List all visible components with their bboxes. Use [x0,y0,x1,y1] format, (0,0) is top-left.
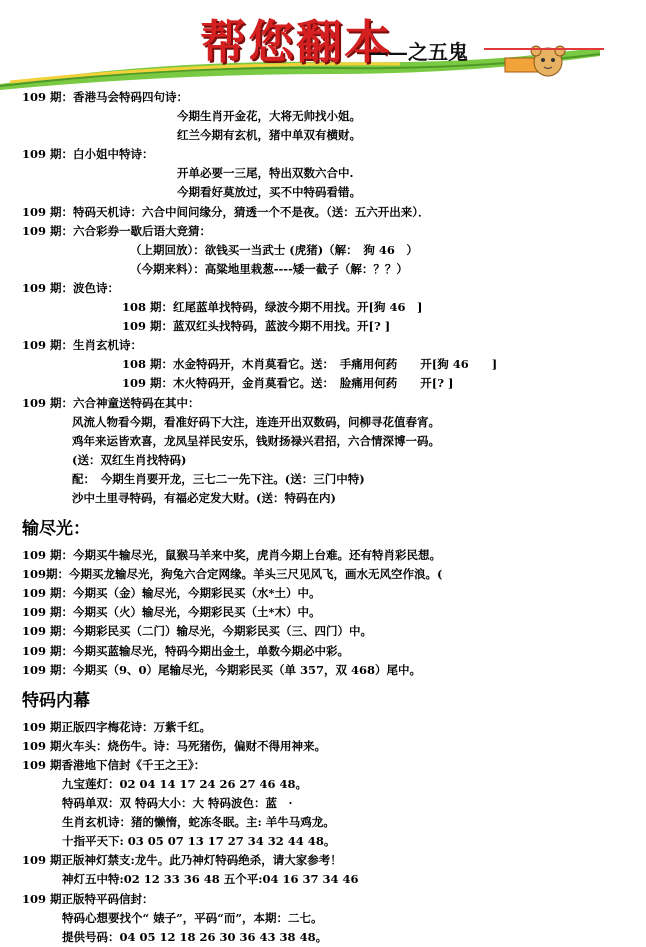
poem-heading: 109 期：白小姐中特诗： [22,147,154,162]
list-item: 109 期香港地下信封《千王之王》： [22,757,206,772]
list-item: 109 期：今期买蓝输尽光，特码今期出金土，单数今期必中彩。 [22,643,350,658]
list-item: 109 期正版特平码信封： [22,891,154,906]
poem-line: 鸡年来运皆欢喜，龙凤呈祥民安乐，钱财扬禄兴君招，六合情深博一码。 [72,433,440,448]
list-item: 十指平天下: 03 05 07 13 17 27 34 32 44 48。 [62,834,336,849]
poem-line: 红兰今期有玄机，猪中单双有横财。 [177,128,361,143]
poem-heading: 109 期：波色诗： [22,280,120,295]
poem-line: 109 期：蓝双红头找特码，蓝波今期不用找。开[? ] [122,319,391,334]
list-item: 109 期：今期买（金）输尽光，今期彩民买（水*土）中。 [22,586,321,601]
poem-line: 今期生肖开金花，大将无帅找小姐。 [177,109,361,124]
poem-line: 风流人物看今期，看准好码下大注，连连开出双数码，问柳寻花值春宵。 [72,414,440,429]
list-item: 特码单双：双 特码大小：大 特码波色：蓝 · [62,796,293,811]
poem-line: 109 期：木火特码开，金肖莫看它。送： 脸痛用何药 开[? ] [122,376,454,391]
poem-heading: 109 期：生肖玄机诗： [22,338,143,353]
page-subtitle: ——之五鬼 [368,40,468,64]
section-heading: 特码内幕 [22,690,90,711]
header-banner [0,0,646,90]
list-item: 生肖玄机诗：猪的懒惰，蛇冻冬眠。主: 羊牛马鸡龙。 [62,815,335,830]
poem-line: 配： 今期生肖要开龙，三七二一先下注。(送：三门中特) [72,471,365,486]
poem-line: (送：双红生肖找特码) [72,452,187,467]
poem-line: 108 期：水金特码开，木肖莫看它。送： 手痛用何药 开[狗 46 ] [122,357,498,372]
list-item: 109 期：今期买（9、0）尾输尽光，今期彩民买（单 357，双 468）尾中。 [22,662,422,677]
list-item: 109 期火车头：烧伤牛。诗：马死猪伤，偏财不得用神来。 [22,738,327,753]
list-item: 提供号码：04 05 12 18 26 30 36 43 38 48。 [62,929,328,944]
list-item: 109 期：今期彩民买（二门）输尽光，今期彩民买（三、四门）中。 [22,624,373,639]
list-item: 109 期：今期买牛输尽光，鼠猴马羊来中奖，虎肖今期上台难。还有特肖彩民想。 [22,548,442,563]
list-item: 九宝莲灯：02 04 14 17 24 26 27 46 48。 [62,777,308,791]
list-item: 109期：今期买龙输尽光，狗兔六合定网缘。羊头三尺见风飞，画水无风空作浪。( [22,567,443,582]
list-item: 109 期正版神灯禁支:龙牛。此乃神灯特码绝杀，请大家参考！ [22,853,342,868]
poem-heading: 109 期：六合神童送特码在其中： [22,395,200,410]
list-item: 特码心想要找个“ 婊子”，平码“而”，本期：二七。 [62,910,323,925]
list-item: 109 期正版四字梅花诗：万紫千红。 [22,719,212,734]
poem-line: 沙中土里寻特码，有福必定发大财。(送：特码在内) [72,490,336,505]
riddle-line: （上期回放）：欲钱买一当武士 (虎猪)（解： 狗 46 ） [130,242,418,257]
poem-line: 108 期：红尾蓝单找特码，绿波今期不用找。开[狗 46 ] [122,300,423,315]
list-item: 神灯五中特:02 12 33 36 48 五个平:04 16 37 34 46 [62,872,359,887]
main-content [22,88,632,947]
poem-heading: 109 期：六合彩券一歇后语大竞猜： [22,223,212,238]
page-title: 帮您翻本 [200,15,392,69]
poem-line: 开单必要一三尾，特出双数六合中. [177,166,354,181]
divider [484,48,604,50]
poem-heading: 109 期：香港马会特码四句诗： [22,90,189,104]
list-item: 109 期：今期买（火）输尽光，今期彩民买（土*木）中。 [22,605,321,620]
section-heading: 输尽光： [22,519,90,540]
poem-line: 今期看好莫放过，买不中特码看错。 [177,185,361,200]
poem-heading: 109 期：特码天机诗：六合中间问缘分，猜透一个不是夜。（送：五六开出来）． [22,204,430,219]
riddle-line: （今期来料）：高粱地里栽葱----矮一截子（解：？？） [130,261,408,276]
